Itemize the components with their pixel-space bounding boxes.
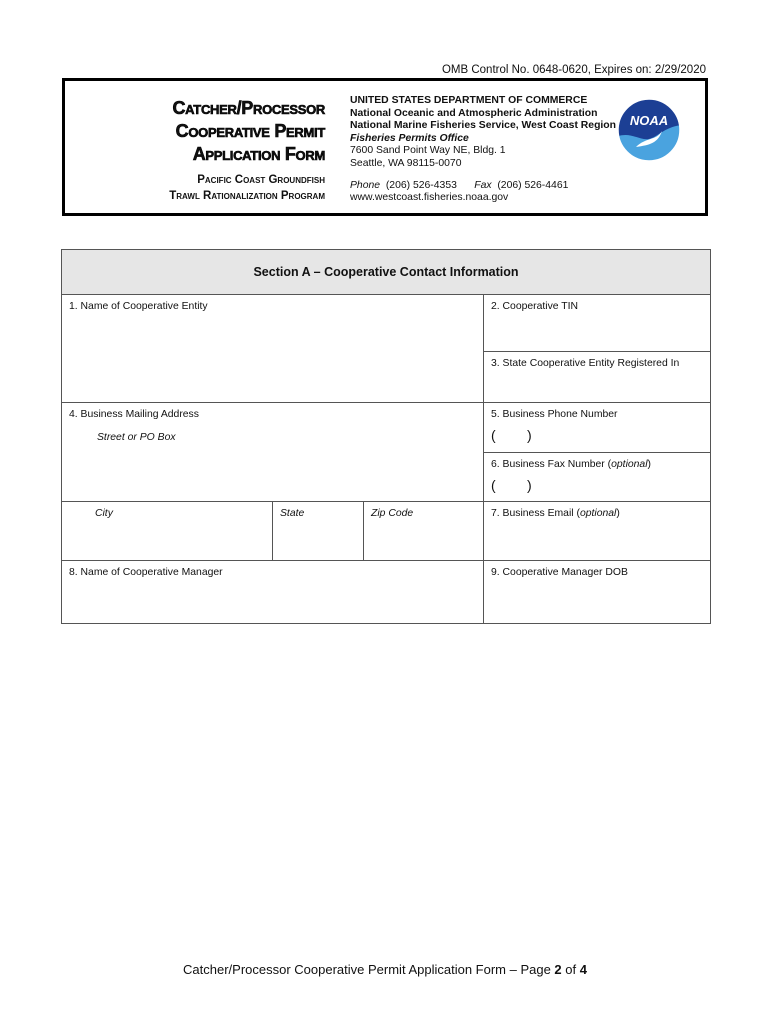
footer-page-total: 4 [579, 962, 587, 977]
zip-code-field[interactable] [364, 502, 484, 561]
department-name: UNITED STATES DEPARTMENT OF COMMERCE [350, 95, 588, 106]
field9-label: 9. Cooperative Manager DOB [491, 567, 628, 578]
field3-label: 3. State Cooperative Entity Registered In [491, 358, 680, 369]
mailing-address-street-field[interactable] [62, 403, 484, 502]
administration-name: National Oceanic and Atmospheric Administration [350, 107, 598, 119]
program-name [65, 172, 325, 204]
phone-number: (206) 526-4353 [385, 179, 457, 191]
street-sublabel: Street or PO Box [97, 432, 176, 443]
cooperative-tin-field[interactable] [484, 295, 711, 352]
noaa-logo-text: NOAA [629, 113, 669, 128]
noaa-logo-icon [616, 97, 682, 163]
state-field[interactable] [273, 502, 364, 561]
phone-label: Phone [350, 179, 381, 191]
section-a-table [61, 249, 711, 624]
state-registered-field[interactable] [484, 352, 711, 403]
field8-label: 8. Name of Cooperative Manager [69, 567, 223, 578]
field4-label: 4. Business Mailing Address [69, 409, 199, 420]
field7-label: 7. Business Email (optional) [491, 508, 620, 519]
city-field[interactable] [62, 502, 273, 561]
field2-label: 2. Cooperative TIN [491, 301, 579, 312]
address-line2: Seattle, WA 98115-0070 [350, 157, 462, 169]
form-title-line2: Cooperative Permit [175, 121, 325, 141]
phone-area-code: ( ) [491, 427, 532, 443]
manager-dob-field[interactable] [484, 561, 711, 624]
address-line1: 7600 Sand Point Way NE, Bldg. 1 [350, 145, 506, 157]
business-phone-field[interactable] [484, 403, 711, 453]
form-title-line3: Application Form [192, 144, 325, 164]
footer-page-number: 2 [554, 962, 562, 977]
field1-label: 1. Name of Cooperative Entity [69, 301, 208, 312]
field5-label: 5. Business Phone Number [491, 409, 618, 420]
phone-fax-line [350, 180, 630, 193]
footer-of: of [561, 962, 580, 977]
omb-control-notice: OMB Control No. 0648-0620, Expires on: 2/29/2020 [441, 64, 706, 76]
zip-label: Zip Code [371, 508, 414, 519]
office-name: Fisheries Permits Office [350, 132, 469, 144]
agency-contact-block [350, 95, 630, 205]
service-name: National Marine Fisheries Service, West Coast Region [350, 120, 617, 132]
fax-number: (206) 526-4461 [497, 179, 569, 191]
city-label: City [95, 508, 113, 519]
state-label: State [280, 508, 305, 519]
footer-text: Catcher/Processor Cooperative Permit Application Form – Page [183, 962, 555, 977]
cooperative-manager-name-field[interactable] [62, 561, 484, 624]
fax-area-code: ( ) [491, 477, 532, 493]
business-email-field[interactable] [484, 502, 711, 561]
page-footer [0, 962, 770, 977]
field6-label: 6. Business Fax Number (optional) [491, 459, 651, 470]
section-a-title: Section A – Cooperative Contact Information [62, 250, 711, 295]
website-link[interactable]: www.westcoast.fisheries.noaa.gov [350, 192, 509, 204]
form-title-block [65, 97, 325, 204]
form-title-line1: Catcher/Processor [172, 98, 325, 118]
business-fax-field[interactable] [484, 453, 711, 502]
program-line2: Trawl Rationalization Program [169, 190, 325, 202]
program-line1: Pacific Coast Groundfish [197, 174, 325, 186]
fax-label: Fax [474, 179, 492, 191]
cooperative-entity-name-field[interactable] [62, 295, 484, 403]
form-header [62, 78, 708, 216]
